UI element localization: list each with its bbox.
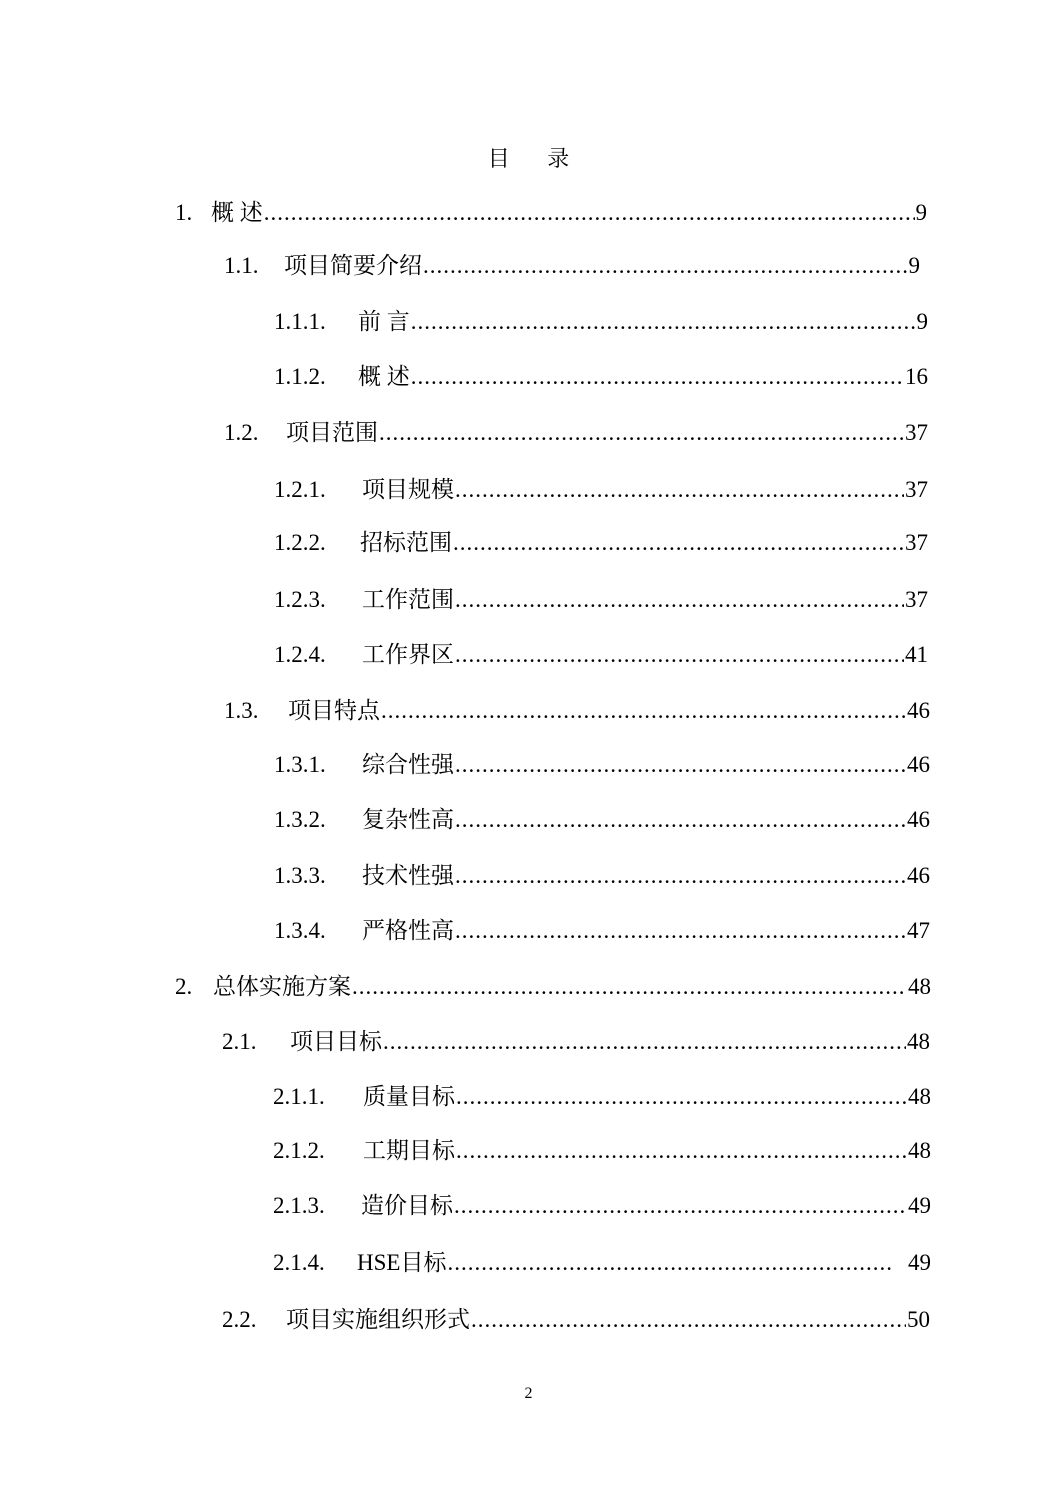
toc-entry-title: 工作界区 <box>362 642 454 667</box>
toc-entry-number: 1.2.1. <box>274 477 326 502</box>
toc-leader-dots <box>454 1191 907 1221</box>
toc-leader-dots <box>411 362 904 392</box>
toc-entry-number: 1.2.2. <box>274 530 326 555</box>
toc-entry-number: 1.3.3. <box>274 863 326 888</box>
toc-entry-page: 37 <box>905 420 928 445</box>
toc-leader-dots <box>411 307 916 337</box>
toc-entry-number: 2. <box>175 974 193 999</box>
toc-entry[interactable] <box>222 1027 930 1057</box>
toc-entry-page: 9 <box>916 309 928 334</box>
toc-entry-number: 1.1.1. <box>274 309 326 334</box>
toc-entry-page: 46 <box>907 752 930 777</box>
toc-entry-number: 2.2. <box>222 1307 257 1332</box>
toc-entry-title: 概 述 <box>211 200 263 225</box>
toc-entry-page: 50 <box>907 1307 930 1332</box>
toc-entry[interactable] <box>274 475 928 505</box>
toc-leader-dots <box>453 528 904 558</box>
toc-leader-dots <box>471 1305 906 1335</box>
toc-entry[interactable] <box>274 861 930 891</box>
toc-entry-title: 工期目标 <box>363 1138 455 1163</box>
toc-entry[interactable] <box>274 585 928 615</box>
toc-leader-dots <box>447 1248 894 1278</box>
toc-entry[interactable] <box>274 916 930 946</box>
toc-entry[interactable] <box>274 362 928 392</box>
toc-entry[interactable] <box>274 750 930 780</box>
toc-entry[interactable] <box>224 251 920 281</box>
toc-entry-title: 概 述 <box>358 364 410 389</box>
toc-entry[interactable] <box>175 198 927 228</box>
toc-entry-page: 48 <box>907 1029 930 1054</box>
toc-entry-page: 16 <box>905 364 928 389</box>
toc-leader-dots <box>455 861 906 891</box>
toc-title: 目 录 <box>487 146 586 171</box>
toc-entry-title: 项目特点 <box>288 698 380 723</box>
toc-entry-number: 2.1.4. <box>273 1250 325 1275</box>
toc-entry-page: 46 <box>907 698 930 723</box>
toc-entry[interactable] <box>274 307 928 337</box>
toc-entry-number: 1.3.2. <box>274 807 326 832</box>
toc-leader-dots <box>455 475 904 505</box>
toc-leader-dots <box>381 696 906 726</box>
toc-entry-number: 1. <box>175 200 193 225</box>
toc-entry-number: 2.1.2. <box>273 1138 325 1163</box>
toc-entry-number: 1.3. <box>224 698 259 723</box>
toc-leader-dots <box>456 1082 907 1112</box>
toc-entry-title: 总体实施方案 <box>213 974 351 999</box>
toc-entry-page: 9 <box>915 200 927 225</box>
toc-entry-title: 项目规模 <box>362 477 454 502</box>
toc-entry-title: 前 言 <box>358 309 410 334</box>
toc-entry[interactable] <box>273 1248 931 1278</box>
toc-entry-number: 2.1.1. <box>273 1084 325 1109</box>
toc-entry-title: 项目简要介绍 <box>284 253 422 278</box>
toc-entry-number: 1.1. <box>224 253 259 278</box>
toc-entry-page: 48 <box>908 1084 931 1109</box>
toc-entry-number: 2.1.3. <box>273 1193 325 1218</box>
toc-entry[interactable] <box>273 1191 931 1221</box>
toc-leader-dots <box>455 916 906 946</box>
toc-entry-title: 技术性强 <box>362 863 454 888</box>
toc-leader-dots <box>379 418 904 448</box>
toc-entry[interactable] <box>273 1136 931 1166</box>
toc-entry-number: 1.1.2. <box>274 364 326 389</box>
toc-entry-page: 41 <box>905 642 928 667</box>
toc-entry-page: 37 <box>905 587 928 612</box>
toc-entry[interactable] <box>273 1082 931 1112</box>
toc-entry[interactable] <box>222 1305 930 1335</box>
toc-leader-dots <box>455 805 906 835</box>
toc-entry[interactable] <box>274 805 930 835</box>
toc-entry[interactable] <box>274 640 928 670</box>
toc-entry-page: 37 <box>905 530 928 555</box>
page-number: 2 <box>524 1385 533 1402</box>
toc-entry-title: 项目实施组织形式 <box>286 1307 470 1332</box>
toc-entry-number: 1.2.4. <box>274 642 326 667</box>
toc-entry-page: 47 <box>907 918 930 943</box>
toc-leader-dots <box>383 1027 906 1057</box>
toc-leader-dots <box>264 198 915 228</box>
toc-entry-page: 48 <box>908 1138 931 1163</box>
toc-entry-number: 1.2.3. <box>274 587 326 612</box>
toc-entry-page: 49 <box>908 1193 931 1218</box>
toc-entry-title: 综合性强 <box>362 752 454 777</box>
toc-entry-number: 1.3.4. <box>274 918 326 943</box>
toc-entry-title: 质量目标 <box>363 1084 455 1109</box>
toc-leader-dots <box>455 640 904 670</box>
toc-entry[interactable] <box>224 418 928 448</box>
toc-entry-number: 1.3.1. <box>274 752 326 777</box>
toc-entry-page: 49 <box>908 1250 931 1275</box>
toc-entry-title: 工作范围 <box>362 587 454 612</box>
toc-entry-number: 2.1. <box>222 1029 257 1054</box>
toc-entry-title: 项目目标 <box>290 1029 382 1054</box>
toc-leader-dots <box>455 750 906 780</box>
toc-entry-page: 37 <box>905 477 928 502</box>
toc-leader-dots <box>455 585 904 615</box>
toc-entry-title: 造价目标 <box>361 1193 453 1218</box>
toc-entry-title: 招标范围 <box>360 530 452 555</box>
toc-entry-page: 46 <box>907 807 930 832</box>
toc-leader-dots <box>352 972 907 1002</box>
toc-entry-title: HSE目标 <box>357 1250 447 1275</box>
toc-entry[interactable] <box>274 528 928 558</box>
toc-leader-dots <box>423 251 908 281</box>
toc-entry-page: 46 <box>907 863 930 888</box>
toc-entry-title: 复杂性高 <box>362 807 454 832</box>
toc-entry-page: 9 <box>908 253 920 278</box>
toc-leader-dots <box>456 1136 907 1166</box>
toc-entry-number: 1.2. <box>224 420 259 445</box>
toc-entry[interactable] <box>224 696 930 726</box>
toc-entry-title: 项目范围 <box>286 420 378 445</box>
toc-entry-title: 严格性高 <box>362 918 454 943</box>
toc-entry[interactable] <box>175 972 931 1002</box>
toc-entry-page: 48 <box>908 974 931 999</box>
